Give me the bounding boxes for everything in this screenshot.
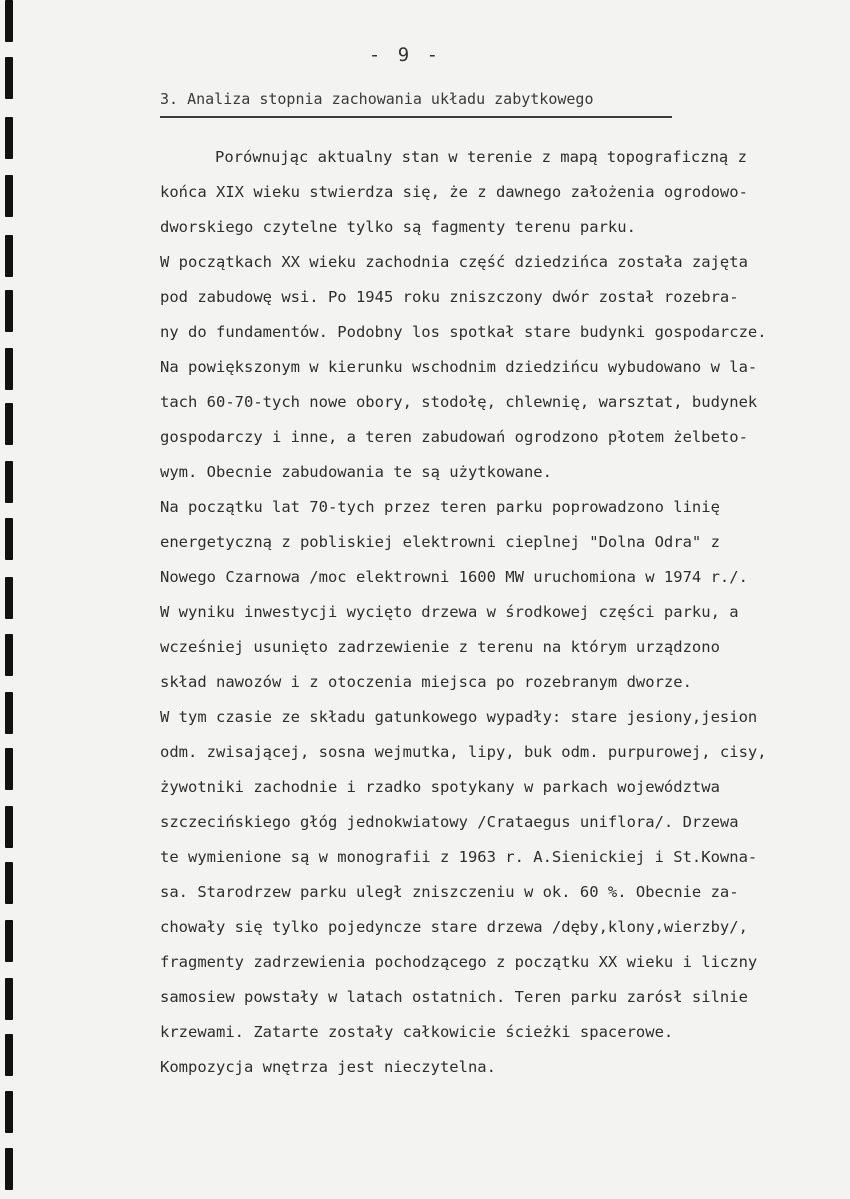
body-line: Nowego Czarnowa /moc elektrowni 1600 MW uruchomiona w 1974 r./.	[160, 568, 748, 586]
body-line: energetyczną z pobliskiej elektrowni cieplnej "Dolna Odra" z	[160, 533, 720, 551]
body-line: fragmenty zadrzewienia pochodzącego z początku XX wieku i liczny	[160, 953, 758, 971]
binding-hole	[5, 0, 13, 42]
body-line: samosiew powstały w latach ostatnich. Teren parku zarósł silnie	[160, 988, 748, 1006]
binding-hole	[5, 577, 13, 619]
binding-hole	[5, 1091, 13, 1133]
body-line: odm. zwisającej, sosna wejmutka, lipy, buk odm. purpurowej, cisy,	[160, 743, 767, 761]
binding-hole	[5, 806, 13, 848]
body-line: wcześniej usunięto zadrzewienie z terenu na którym urządzono	[160, 638, 720, 656]
binding-hole	[5, 1034, 13, 1076]
body-line: Porównując aktualny stan w terenie z mapą topograficzną z	[215, 148, 747, 166]
binding-hole	[5, 920, 13, 962]
body-line: sa. Starodrzew parku uległ zniszczeniu w ok. 60 %. Obecnie za-	[160, 883, 739, 901]
body-line: tach 60-70-tych nowe obory, stodołę, chlewnię, warsztat, budynek	[160, 393, 758, 411]
body-line: chowały się tylko pojedyncze stare drzewa /dęby,klony,wierzby/,	[160, 918, 748, 936]
body-line: skład nawozów i z otoczenia miejsca po rozebranym dworze.	[160, 673, 692, 691]
body-line: Kompozycja wnętrza jest nieczytelna.	[160, 1058, 496, 1076]
body-line: gospodarczy i inne, a teren zabudowań ogrodzono płotem żelbeto-	[160, 428, 748, 446]
body-line: żywotniki zachodnie i rzadko spotykany w parkach województwa	[160, 778, 720, 796]
body-line: dworskiego czytelne tylko są fagmenty terenu parku.	[160, 218, 636, 236]
binding-hole	[5, 518, 13, 560]
binding-hole	[5, 634, 13, 676]
binding-hole	[5, 348, 13, 390]
body-line: końca XIX wieku stwierdza się, że z dawnego założenia ogrodowo-	[160, 183, 748, 201]
binding-hole	[5, 978, 13, 1020]
body-line: wym. Obecnie zabudowania te są użytkowane.	[160, 463, 552, 481]
body-line: W początkach XX wieku zachodnia część dziedzińca została zajęta	[160, 253, 748, 271]
section-title: 3. Analiza stopnia zachowania układu zabytkowego	[160, 90, 594, 108]
binding-hole	[5, 290, 13, 332]
body-line: pod zabudowę wsi. Po 1945 roku zniszczony dwór został rozebra-	[160, 288, 739, 306]
binding-hole	[5, 748, 13, 790]
binding-hole	[5, 175, 13, 217]
body-line: W wyniku inwestycji wycięto drzewa w środkowej części parku, a	[160, 603, 739, 621]
binding-hole	[5, 862, 13, 904]
body-line: szczecińskiego głóg jednokwiatowy /Crataegus uniflora/. Drzewa	[160, 813, 739, 831]
body-line: Na powiększonym w kierunku wschodnim dziedzińcu wybudowano w la-	[160, 358, 758, 376]
title-underline	[160, 116, 672, 118]
body-line: ny do fundamentów. Podobny los spotkał stare budynki gospodarcze.	[160, 323, 767, 341]
body-line: te wymienione są w monografii z 1963 r. A.Sienickiej i St.Kowna-	[160, 848, 758, 866]
binding-hole	[5, 692, 13, 734]
body-line: W tym czasie ze składu gatunkowego wypadły: stare jesiony,jesion	[160, 708, 758, 726]
body-line: krzewami. Zatarte zostały całkowicie ścieżki spacerowe.	[160, 1023, 674, 1041]
binding-hole	[5, 403, 13, 445]
binding-hole	[5, 1148, 13, 1190]
body-line: Na początku lat 70-tych przez teren parku poprowadzono linię	[160, 498, 720, 516]
page-number: - 9 -	[368, 44, 442, 66]
binding-hole	[5, 235, 13, 277]
binding-hole	[5, 461, 13, 503]
binding-hole	[5, 117, 13, 159]
